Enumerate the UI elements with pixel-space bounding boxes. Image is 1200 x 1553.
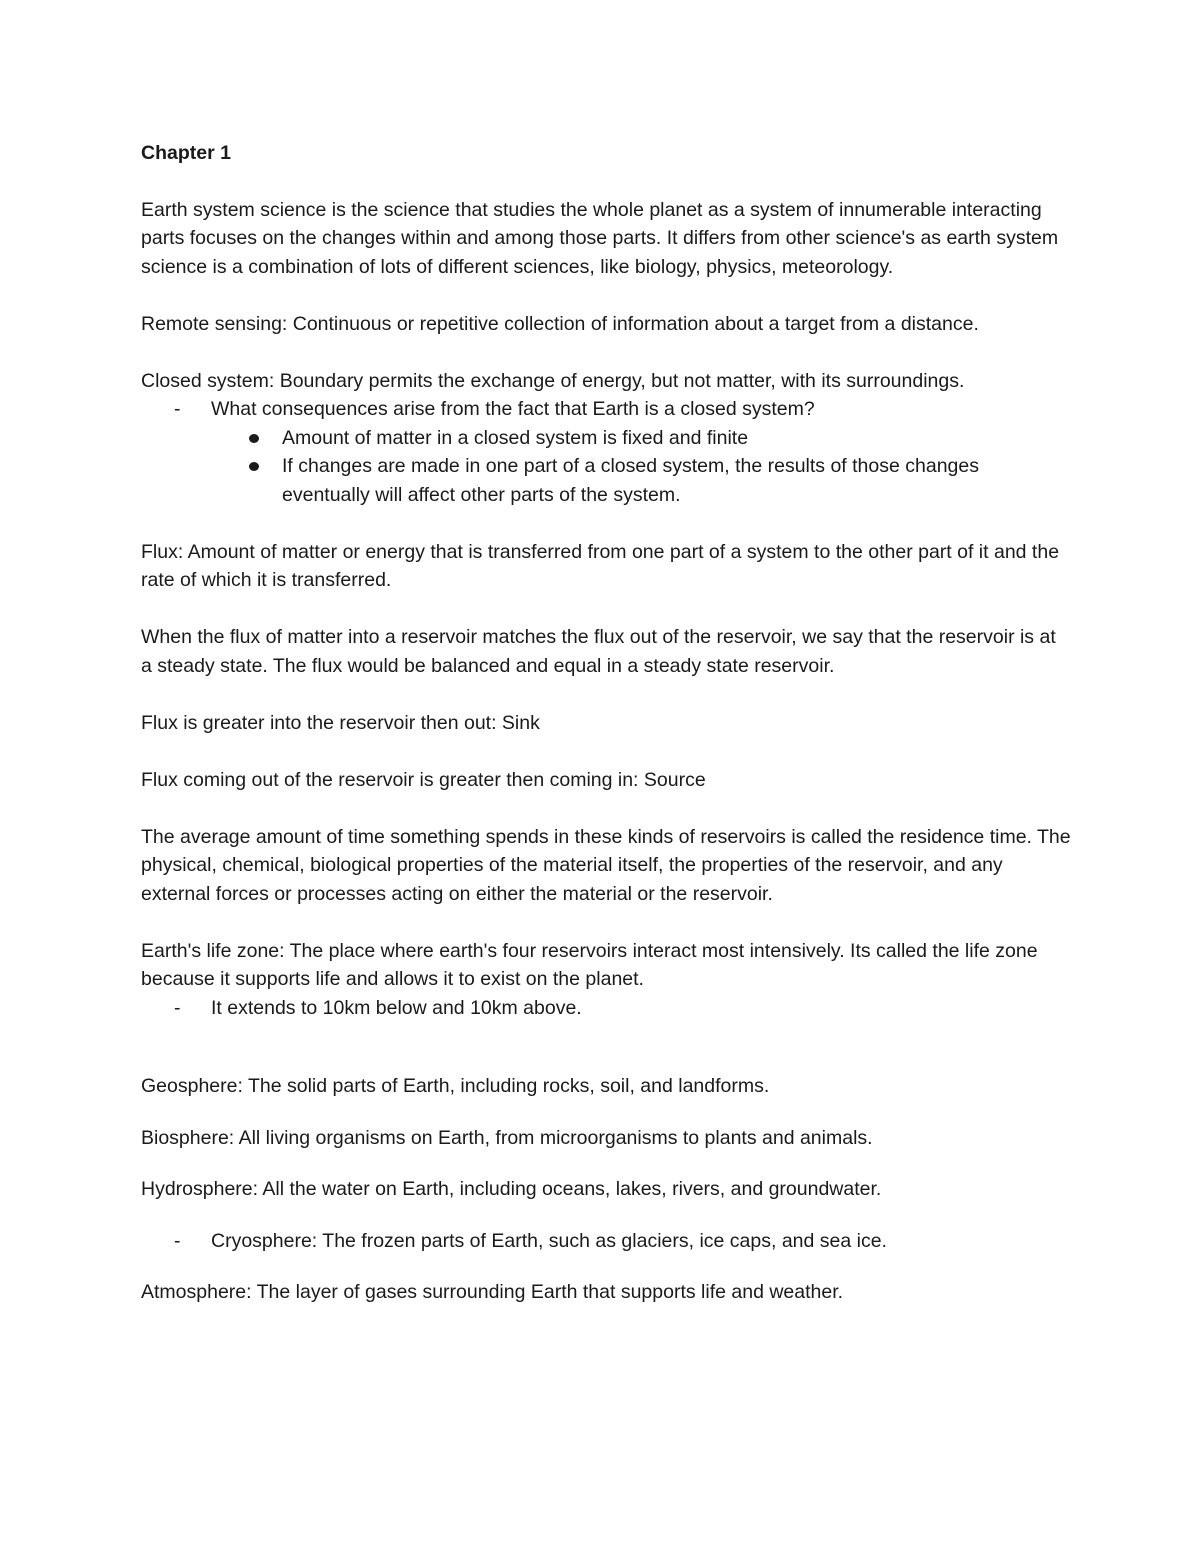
dash-marker: - [174,1229,181,1252]
dash-marker: - [174,996,181,1019]
dash-item-text: Cryosphere: The frozen parts of Earth, such as glaciers, ice caps, and sea ice. [211,1229,887,1252]
paragraph-flux: Flux: Amount of matter or energy that is transferred from one part of a system to the other part of it and the rate of which it is transferred. [141,540,1060,591]
paragraph-earth-system-science: Earth system science is the science that studies the whole planet as a system of innumerable interacting parts focuses on the changes within and among those parts. It differs from other science's as earth system science is a combination of lots of different sciences, like biology, physics, meteorology. [141,198,1059,278]
life-zone-dash-list [141,994,1071,1023]
paragraph-steady-state: When the flux of matter into a reservoir matches the flux out of the reservoir, we say that the reservoir is at a steady state. The flux would be balanced and equal in a steady state reservoir. [141,626,1056,677]
dash-item-text: It extends to 10km below and 10km above. [211,996,582,1019]
bullet-dot-icon [249,462,259,471]
paragraph-atmosphere: Atmosphere: The layer of gases surrounding Earth that supports life and weather. [141,1281,844,1303]
paragraph-closed-system: Closed system: Boundary permits the exchange of energy, but not matter, with its surroundings. [141,369,965,392]
section-gap [141,1022,1071,1072]
dash-marker: - [174,398,181,420]
paragraph-remote-sensing: Remote sensing: Continuous or repetitive collection of information about a target from a distance. [141,312,979,335]
paragraph-source: Flux coming out of the reservoir is greater then coming in: Source [141,768,706,791]
paragraph-life-zone: Earth's life zone: The place where earth's four reservoirs interact most intensively. Its called the life zone because it supports life and allows it to exist on the planet. [141,939,1038,990]
paragraph-residence-time: The average amount of time something spends in these kinds of reservoirs is called the residence time. The physical, chemical, biological properties of the material itself, the properties of the reservoir, and any external forces or processes acting on either the material or the reservoir. [141,825,1071,905]
dash-item-closed-question [141,395,1071,424]
bullet-item-changes-affect [141,452,1071,509]
dash-item-text: What consequences arise from the fact that Earth is a closed system? [211,398,815,420]
chapter-title: Chapter 1 [141,142,231,164]
closed-system-dash-list [141,395,1071,424]
dash-item-cryosphere [141,1227,1071,1256]
paragraph-hydrosphere: Hydrosphere: All the water on Earth, including oceans, lakes, rivers, and groundwater. [141,1178,882,1200]
paragraph-biosphere: Biosphere: All living organisms on Earth, from microorganisms to plants and animals. [141,1126,873,1149]
bullet-item-text: If changes are made in one part of a closed system, the results of those changes eventually will affect other parts of the system. [282,455,979,506]
bullet-item-fixed-matter [141,424,1071,453]
dash-item-life-zone-extent [141,994,1071,1023]
document-body [141,139,1071,1330]
closed-system-bullet-list [141,424,1071,510]
bullet-item-text: Amount of matter in a closed system is fixed and finite [282,426,749,449]
hydrosphere-dash-list [141,1227,1071,1256]
paragraph-geosphere: Geosphere: The solid parts of Earth, including rocks, soil, and landforms. [141,1075,770,1097]
paragraph-sink: Flux is greater into the reservoir then out: Sink [141,711,540,734]
bullet-dot-icon [249,434,259,443]
